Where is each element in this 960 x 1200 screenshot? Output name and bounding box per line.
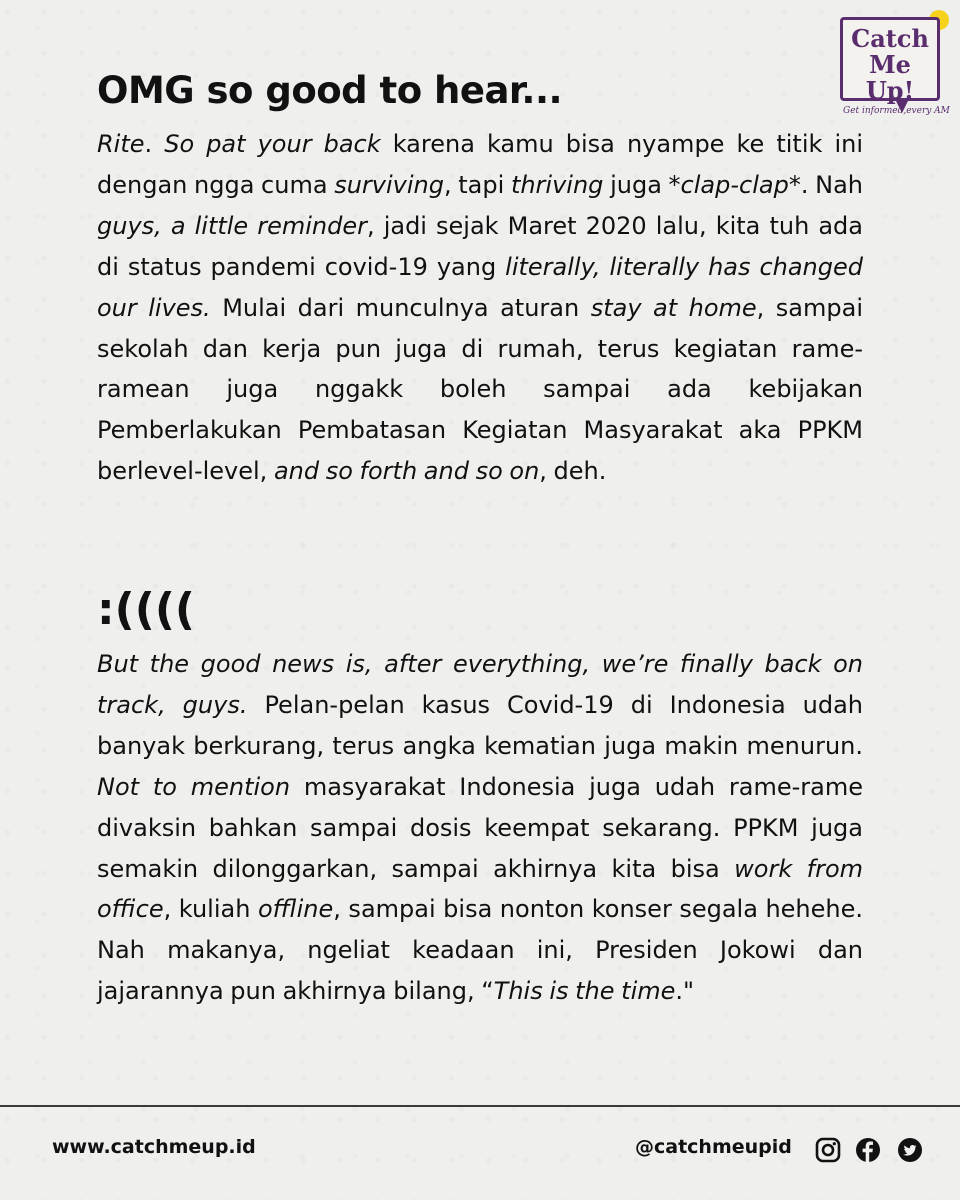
twitter-icon[interactable] bbox=[897, 1137, 923, 1163]
text-run: , tapi bbox=[443, 170, 511, 199]
text-run: . bbox=[144, 130, 165, 158]
italic-run: But the good news is, after everything, we’re finally back on track, guys. bbox=[97, 650, 863, 719]
text-run: *. Nah bbox=[788, 170, 863, 199]
italic-run: clap-clap bbox=[680, 170, 789, 199]
social-handle: @catchmeupid bbox=[635, 1136, 792, 1158]
text-run: ." bbox=[675, 977, 695, 1006]
text-run: Mulai dari munculnya aturan bbox=[210, 293, 591, 322]
text-run: , jadi sejak Maret 2020 lalu, kita tuh ada di status pandemi covid-19 yang bbox=[97, 211, 863, 281]
text-run: karena kamu bisa nyampe ke titik ini dengan ngga cuma bbox=[97, 130, 863, 199]
italic-run: stay at home bbox=[590, 293, 757, 322]
text-run: , kuliah bbox=[163, 895, 258, 924]
text-run: , sampai sekolah dan kerja pun juga di rumah, terus kegiatan rame-ramean juga nggakk boleh sampai ada kebijakan Pemberlakukan Pembatasan Kegiatan Masyarakat aka PPKM berlevel-level, bbox=[97, 293, 863, 486]
footer-divider bbox=[0, 1105, 960, 1107]
page-title: OMG so good to hear... bbox=[97, 69, 563, 112]
facebook-icon[interactable] bbox=[855, 1137, 881, 1163]
italic-run: thriving bbox=[510, 170, 604, 199]
italic-run: work from office bbox=[97, 854, 864, 924]
italic-run: guys, a little reminder bbox=[97, 211, 368, 240]
italic-run: So pat your back bbox=[164, 130, 381, 158]
italic-run: This is the time bbox=[493, 977, 676, 1006]
text-run: Pelan-pelan kasus Covid-19 di Indonesia udah banyak berkurang, terus angka kematian juga makin menurun. bbox=[97, 690, 863, 760]
italic-run: and so forth and so on bbox=[273, 457, 540, 486]
italic-run: offline bbox=[257, 895, 334, 924]
italic-run: literally, literally has changed our lives. bbox=[97, 252, 864, 322]
body-paragraph-1 bbox=[97, 124, 863, 492]
emoticon: :(((( bbox=[97, 584, 196, 635]
body-paragraph-2 bbox=[97, 644, 863, 1012]
logo-line-1: Catch bbox=[851, 24, 929, 53]
text-run: masyarakat Indonesia juga udah rame-rame divaksin bahkan sampai dosis keempat sekarang. PPKM juga semakin dilonggarkan, sampai akhirnya kita bisa bbox=[97, 772, 863, 883]
logo-line-2: Me Up! bbox=[865, 50, 915, 105]
italic-run: Rite bbox=[97, 130, 145, 158]
italic-run: Not to mention bbox=[97, 772, 291, 801]
instagram-icon[interactable] bbox=[815, 1137, 841, 1163]
logo-speech-tail bbox=[895, 99, 909, 113]
website-link[interactable]: www.catchmeup.id bbox=[52, 1136, 256, 1158]
text-run: , deh. bbox=[539, 457, 607, 486]
italic-run: surviving bbox=[334, 170, 444, 199]
text-run: , sampai bisa nonton konser segala hehehe. Nah makanya, ngeliat keadaan ini, Presiden Jokowi dan jajarannya pun akhirnya bilang, “ bbox=[97, 895, 864, 1006]
text-run: juga * bbox=[603, 170, 681, 199]
logo-tagline: Get informed,every AM bbox=[843, 106, 950, 116]
brand-logo bbox=[840, 17, 950, 116]
